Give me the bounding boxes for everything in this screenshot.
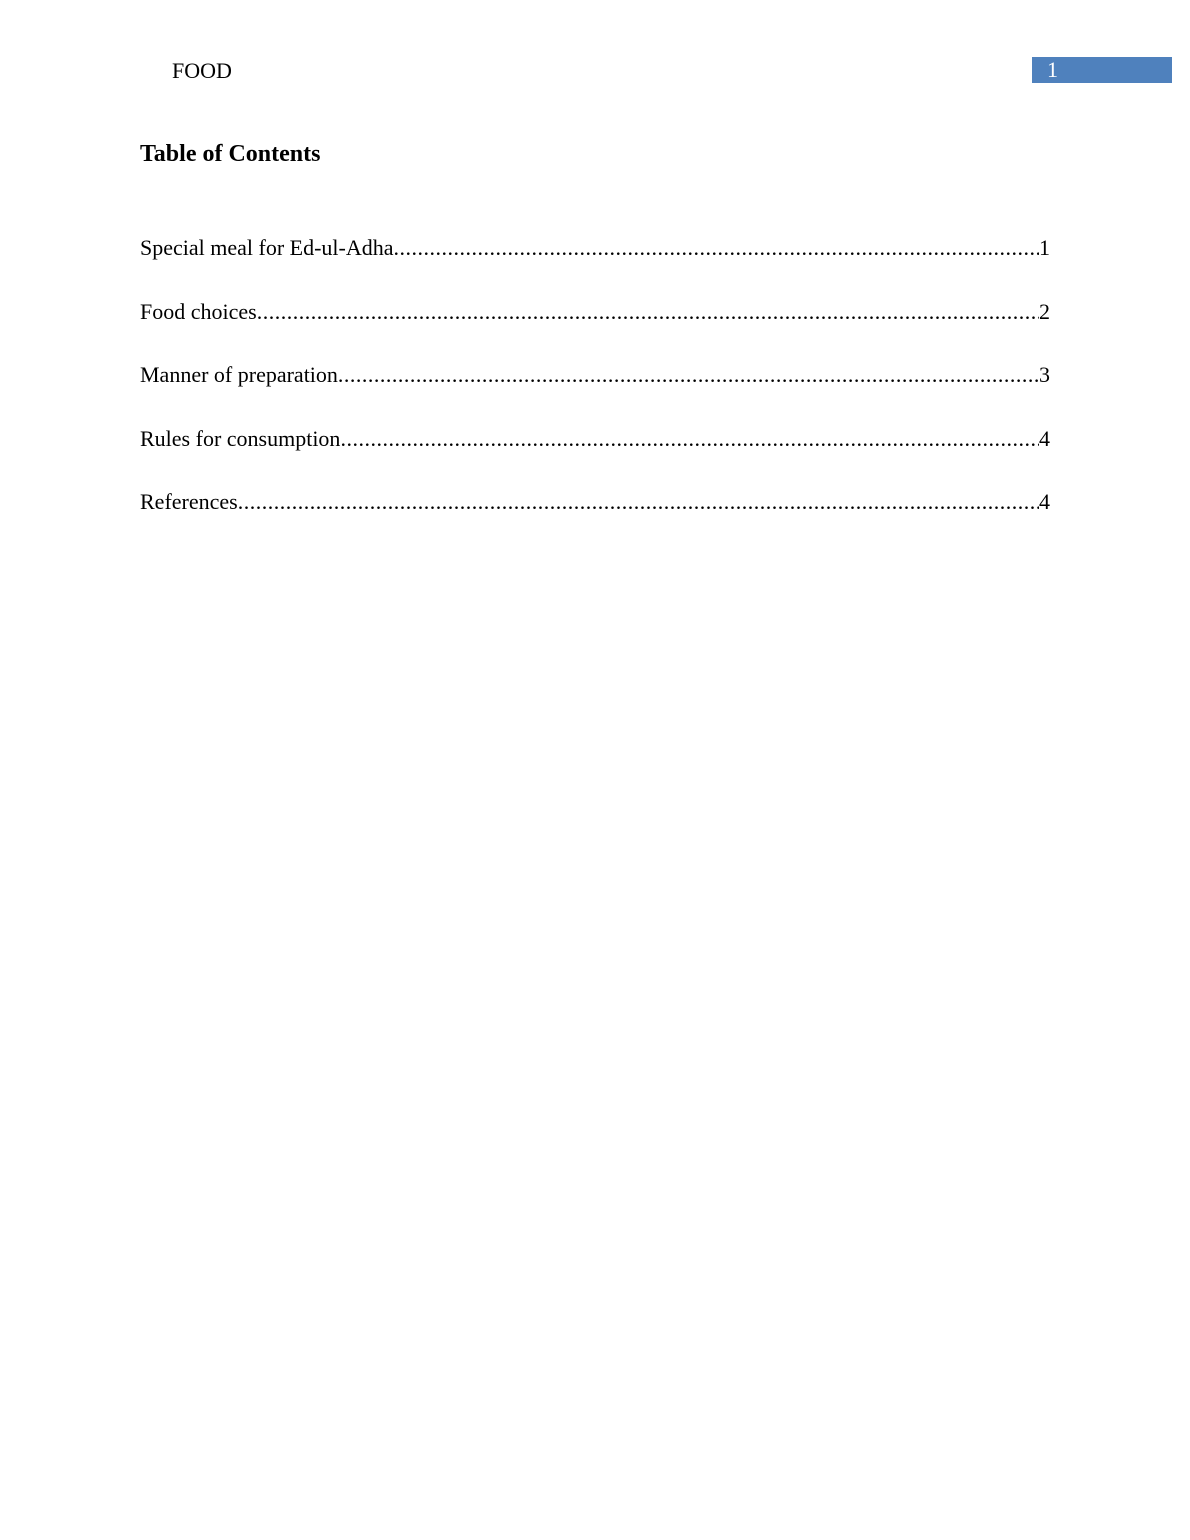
toc-entry-food-choices[interactable]	[140, 299, 1050, 363]
toc-entry-title: Food choices	[140, 298, 257, 324]
toc-entry-references[interactable]	[140, 489, 1050, 553]
toc-entry-title: Rules for consumption	[140, 425, 341, 451]
page-number: 1	[1047, 57, 1058, 82]
toc-entry-page: 4	[1039, 489, 1050, 514]
toc-entry-page: 4	[1039, 425, 1050, 451]
toc-list	[140, 235, 1050, 553]
page-number-box	[1032, 57, 1172, 83]
toc-dot-leader	[257, 299, 1039, 325]
toc-entry-page: 3	[1039, 362, 1050, 387]
toc-entry-page: 1	[1039, 235, 1050, 260]
toc-entry-special-meal[interactable]	[140, 235, 1050, 299]
toc-dot-leader	[394, 235, 1039, 261]
toc-dot-leader	[340, 426, 1039, 452]
toc-dot-leader	[238, 489, 1039, 515]
toc-entry-title: Manner of preparation	[140, 362, 338, 387]
toc-entry-manner-of-preparation[interactable]	[140, 362, 1050, 426]
toc-dot-leader	[338, 362, 1039, 388]
running-head: FOOD	[172, 58, 232, 83]
toc-entry-title: Special meal for Ed-ul-Adha	[140, 235, 394, 260]
toc-entry-rules-for-consumption[interactable]	[140, 426, 1050, 490]
toc-entry-page: 2	[1039, 298, 1050, 324]
toc-heading: Table of Contents	[140, 141, 321, 167]
toc-entry-title: References	[140, 489, 238, 514]
